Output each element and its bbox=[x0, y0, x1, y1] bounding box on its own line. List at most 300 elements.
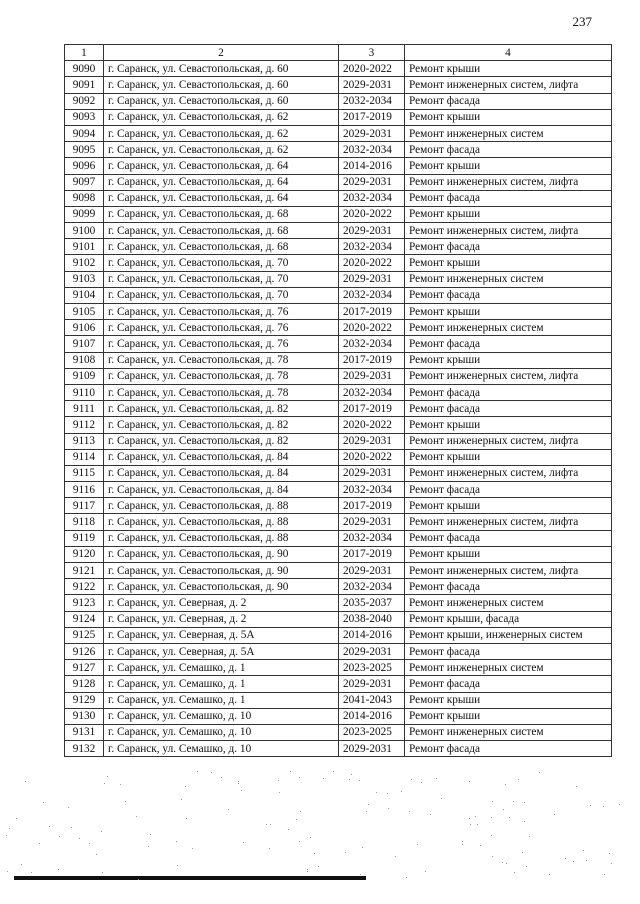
cell-work-type: Ремонт инженерных систем, лифта bbox=[405, 77, 612, 93]
table-row bbox=[65, 271, 612, 287]
cell-address: г. Саранск, ул. Севастопольская, д. 70 bbox=[104, 271, 339, 287]
table-row bbox=[65, 304, 612, 320]
scan-speckle bbox=[518, 779, 519, 780]
cell-row-number: 9101 bbox=[65, 239, 104, 255]
cell-work-type: Ремонт инженерных систем bbox=[405, 320, 612, 336]
scan-speckle bbox=[288, 829, 289, 830]
scan-speckle bbox=[25, 781, 26, 782]
scan-speckle bbox=[49, 826, 50, 827]
table-row bbox=[65, 724, 612, 740]
scan-speckle bbox=[469, 818, 470, 819]
scan-speckle bbox=[619, 804, 620, 805]
scan-speckle bbox=[421, 782, 422, 783]
cell-work-type: Ремонт крыши bbox=[405, 692, 612, 708]
cell-period: 2020-2022 bbox=[339, 61, 405, 77]
table-row bbox=[65, 627, 612, 643]
scan-speckle bbox=[243, 842, 244, 843]
scan-speckle bbox=[554, 814, 555, 815]
scan-speckle bbox=[197, 771, 198, 772]
table-row bbox=[65, 579, 612, 595]
table-header-row bbox=[65, 45, 612, 61]
table-row bbox=[65, 352, 612, 368]
scan-speckle bbox=[480, 845, 481, 846]
scan-speckle bbox=[604, 874, 605, 875]
cell-row-number: 9103 bbox=[65, 271, 104, 287]
cell-row-number: 9131 bbox=[65, 724, 104, 740]
cell-address: г. Саранск, ул. Семашко, д. 10 bbox=[104, 708, 339, 724]
table-row bbox=[65, 708, 612, 724]
table-row bbox=[65, 206, 612, 222]
cell-address: г. Саранск, ул. Севастопольская, д. 62 bbox=[104, 125, 339, 141]
cell-row-number: 9105 bbox=[65, 304, 104, 320]
table-row bbox=[65, 109, 612, 125]
table-row bbox=[65, 676, 612, 692]
cell-work-type: Ремонт фасада bbox=[405, 643, 612, 659]
table-row bbox=[65, 223, 612, 239]
cell-work-type: Ремонт фасада bbox=[405, 93, 612, 109]
scan-speckle bbox=[470, 824, 471, 825]
cell-address: г. Саранск, ул. Севастопольская, д. 60 bbox=[104, 61, 339, 77]
cell-row-number: 9107 bbox=[65, 336, 104, 352]
cell-work-type: Ремонт крыши bbox=[405, 255, 612, 271]
cell-row-number: 9097 bbox=[65, 174, 104, 190]
cell-work-type: Ремонт крыши bbox=[405, 109, 612, 125]
cell-period: 2032-2034 bbox=[339, 190, 405, 206]
cell-work-type: Ремонт инженерных систем bbox=[405, 724, 612, 740]
cell-period: 2032-2034 bbox=[339, 93, 405, 109]
table-row bbox=[65, 320, 612, 336]
cell-row-number: 9111 bbox=[65, 401, 104, 417]
scan-speckle bbox=[101, 831, 102, 832]
scan-edge-bar bbox=[14, 876, 366, 880]
scan-speckle bbox=[241, 790, 242, 791]
cell-address: г. Саранск, ул. Севастопольская, д. 78 bbox=[104, 352, 339, 368]
scan-speckle bbox=[549, 874, 550, 875]
scan-speckle bbox=[503, 809, 504, 810]
cell-row-number: 9096 bbox=[65, 158, 104, 174]
cell-row-number: 9108 bbox=[65, 352, 104, 368]
cell-work-type: Ремонт крыши bbox=[405, 61, 612, 77]
cell-work-type: Ремонт крыши bbox=[405, 708, 612, 724]
cell-row-number: 9130 bbox=[65, 708, 104, 724]
scan-speckle bbox=[430, 814, 431, 815]
cell-row-number: 9122 bbox=[65, 579, 104, 595]
cell-address: г. Саранск, ул. Севастопольская, д. 84 bbox=[104, 482, 339, 498]
cell-work-type: Ремонт фасада bbox=[405, 384, 612, 400]
cell-row-number: 9106 bbox=[65, 320, 104, 336]
cell-address: г. Саранск, ул. Семашко, д. 1 bbox=[104, 692, 339, 708]
cell-period: 2041-2043 bbox=[339, 692, 405, 708]
scan-speckle bbox=[492, 856, 493, 857]
table-row bbox=[65, 465, 612, 481]
scan-speckle bbox=[539, 772, 540, 773]
cell-work-type: Ремонт фасада bbox=[405, 482, 612, 498]
scan-speckle bbox=[491, 817, 492, 818]
scan-speckle bbox=[71, 827, 72, 828]
scan-speckle bbox=[307, 871, 308, 872]
scan-speckle bbox=[368, 804, 369, 805]
scan-speckle bbox=[395, 856, 396, 857]
scan-speckle bbox=[68, 807, 69, 808]
scan-speckle bbox=[469, 781, 470, 782]
cell-address: г. Саранск, ул. Севастопольская, д. 90 bbox=[104, 579, 339, 595]
scan-speckle bbox=[565, 858, 566, 859]
scan-speckle bbox=[360, 874, 361, 875]
cell-work-type: Ремонт крыши bbox=[405, 449, 612, 465]
cell-period: 2035-2037 bbox=[339, 595, 405, 611]
cell-address: г. Саранск, ул. Севастопольская, д. 60 bbox=[104, 77, 339, 93]
cell-address: г. Саранск, ул. Севастопольская, д. 64 bbox=[104, 174, 339, 190]
table-row bbox=[65, 643, 612, 659]
scan-speckle bbox=[299, 841, 300, 842]
table-row bbox=[65, 498, 612, 514]
cell-work-type: Ремонт крыши bbox=[405, 352, 612, 368]
scan-speckle bbox=[120, 784, 121, 785]
cell-row-number: 9128 bbox=[65, 676, 104, 692]
cell-row-number: 9095 bbox=[65, 142, 104, 158]
table-row bbox=[65, 384, 612, 400]
scan-speckle bbox=[514, 872, 515, 873]
scan-speckle bbox=[148, 846, 149, 847]
cell-period: 2029-2031 bbox=[339, 465, 405, 481]
scan-speckle bbox=[436, 778, 437, 779]
table-row bbox=[65, 77, 612, 93]
cell-address: г. Саранск, ул. Севастопольская, д. 90 bbox=[104, 563, 339, 579]
scan-speckle bbox=[186, 818, 187, 819]
cell-row-number: 9129 bbox=[65, 692, 104, 708]
scan-speckle bbox=[310, 837, 311, 838]
cell-period: 2029-2031 bbox=[339, 271, 405, 287]
cell-row-number: 9113 bbox=[65, 433, 104, 449]
cell-period: 2029-2031 bbox=[339, 368, 405, 384]
cell-period: 2020-2022 bbox=[339, 417, 405, 433]
cell-period: 2017-2019 bbox=[339, 401, 405, 417]
cell-address: г. Саранск, ул. Семашко, д. 1 bbox=[104, 660, 339, 676]
scan-speckle bbox=[104, 783, 105, 784]
scan-speckle bbox=[299, 777, 300, 778]
cell-row-number: 9118 bbox=[65, 514, 104, 530]
scan-speckle bbox=[21, 864, 22, 865]
scan-speckle bbox=[58, 869, 59, 870]
cell-row-number: 9109 bbox=[65, 368, 104, 384]
scan-speckle bbox=[462, 844, 463, 845]
table-row bbox=[65, 611, 612, 627]
scan-speckle bbox=[506, 863, 507, 864]
scan-speckle bbox=[176, 841, 177, 842]
scan-speckle bbox=[238, 783, 239, 784]
cell-work-type: Ремонт крыши bbox=[405, 417, 612, 433]
table-row bbox=[65, 368, 612, 384]
cell-work-type: Ремонт крыши, инженерных систем bbox=[405, 627, 612, 643]
table-row bbox=[65, 741, 612, 757]
cell-period: 2017-2019 bbox=[339, 546, 405, 562]
table-body bbox=[65, 61, 612, 757]
scan-speckle bbox=[362, 847, 363, 848]
scan-speckle bbox=[522, 852, 523, 853]
cell-row-number: 9126 bbox=[65, 643, 104, 659]
cell-address: г. Саранск, ул. Севастопольская, д. 68 bbox=[104, 239, 339, 255]
scan-speckle bbox=[228, 809, 229, 810]
table-row bbox=[65, 514, 612, 530]
scan-speckle bbox=[290, 771, 291, 772]
cell-row-number: 9091 bbox=[65, 77, 104, 93]
cell-address: г. Саранск, ул. Семашко, д. 10 bbox=[104, 724, 339, 740]
scan-speckle bbox=[586, 860, 587, 861]
scan-speckle bbox=[107, 776, 108, 777]
cell-period: 2014-2016 bbox=[339, 708, 405, 724]
cell-period: 2020-2022 bbox=[339, 320, 405, 336]
table-row bbox=[65, 417, 612, 433]
cell-row-number: 9119 bbox=[65, 530, 104, 546]
scan-speckle bbox=[411, 779, 412, 780]
scan-speckle bbox=[269, 848, 270, 849]
scan-speckle bbox=[366, 811, 367, 812]
scan-speckle bbox=[526, 866, 527, 867]
scan-speckle bbox=[603, 806, 604, 807]
cell-work-type: Ремонт инженерных систем bbox=[405, 271, 612, 287]
scan-speckle bbox=[177, 865, 178, 866]
cell-row-number: 9127 bbox=[65, 660, 104, 676]
cell-period: 2032-2034 bbox=[339, 579, 405, 595]
cell-address: г. Саранск, ул. Севастопольская, д. 62 bbox=[104, 109, 339, 125]
table-row bbox=[65, 255, 612, 271]
column-header-period: 3 bbox=[339, 45, 405, 61]
scan-speckle bbox=[59, 836, 60, 837]
cell-row-number: 9124 bbox=[65, 611, 104, 627]
cell-address: г. Саранск, ул. Семашко, д. 10 bbox=[104, 741, 339, 757]
cell-address: г. Саранск, ул. Севастопольская, д. 70 bbox=[104, 287, 339, 303]
cell-period: 2029-2031 bbox=[339, 174, 405, 190]
scan-speckle bbox=[333, 771, 334, 772]
cell-address: г. Саранск, ул. Севастопольская, д. 84 bbox=[104, 449, 339, 465]
cell-row-number: 9121 bbox=[65, 563, 104, 579]
scan-speckle bbox=[136, 816, 137, 817]
scan-speckle bbox=[477, 824, 478, 825]
cell-work-type: Ремонт инженерных систем, лифта bbox=[405, 223, 612, 239]
cell-work-type: Ремонт фасада bbox=[405, 530, 612, 546]
table-row bbox=[65, 433, 612, 449]
scan-speckle bbox=[462, 841, 463, 842]
cell-row-number: 9110 bbox=[65, 384, 104, 400]
cell-address: г. Саранск, ул. Северная, д. 2 bbox=[104, 595, 339, 611]
table-row bbox=[65, 546, 612, 562]
cell-period: 2032-2034 bbox=[339, 530, 405, 546]
cell-work-type: Ремонт фасада bbox=[405, 190, 612, 206]
cell-work-type: Ремонт крыши bbox=[405, 498, 612, 514]
scan-speckle bbox=[401, 791, 402, 792]
scan-speckle bbox=[6, 835, 7, 836]
cell-period: 2029-2031 bbox=[339, 433, 405, 449]
scan-speckle bbox=[279, 792, 280, 793]
cell-work-type: Ремонт инженерных систем bbox=[405, 125, 612, 141]
cell-work-type: Ремонт фасада bbox=[405, 336, 612, 352]
scan-speckle bbox=[492, 801, 493, 802]
scan-speckle bbox=[590, 805, 591, 806]
scan-speckle bbox=[307, 869, 308, 870]
scan-speckle bbox=[185, 786, 186, 787]
scan-speckle bbox=[524, 821, 525, 822]
cell-address: г. Саранск, ул. Севастопольская, д. 90 bbox=[104, 546, 339, 562]
cell-work-type: Ремонт фасада bbox=[405, 579, 612, 595]
scan-speckle bbox=[238, 781, 239, 782]
scan-speckle bbox=[475, 816, 476, 817]
scan-speckle bbox=[96, 854, 97, 855]
scan-speckle bbox=[39, 843, 40, 844]
cell-work-type: Ремонт фасада bbox=[405, 287, 612, 303]
table-row bbox=[65, 660, 612, 676]
cell-address: г. Саранск, ул. Севастопольская, д. 64 bbox=[104, 158, 339, 174]
cell-address: г. Саранск, ул. Северная, д. 5А bbox=[104, 627, 339, 643]
cell-work-type: Ремонт крыши, фасада bbox=[405, 611, 612, 627]
cell-period: 2032-2034 bbox=[339, 336, 405, 352]
cell-address: г. Саранск, ул. Севастопольская, д. 88 bbox=[104, 514, 339, 530]
cell-period: 2032-2034 bbox=[339, 142, 405, 158]
scan-speckle bbox=[323, 778, 324, 779]
scan-speckle bbox=[529, 836, 530, 837]
cell-address: г. Саранск, ул. Севастопольская, д. 70 bbox=[104, 255, 339, 271]
scan-speckle bbox=[181, 799, 182, 800]
cell-address: г. Саранск, ул. Севастопольская, д. 76 bbox=[104, 304, 339, 320]
cell-period: 2029-2031 bbox=[339, 643, 405, 659]
table-row bbox=[65, 449, 612, 465]
cell-period: 2014-2016 bbox=[339, 158, 405, 174]
scan-speckle bbox=[417, 844, 418, 845]
cell-work-type: Ремонт крыши bbox=[405, 304, 612, 320]
scan-speckle bbox=[359, 780, 360, 781]
cell-row-number: 9090 bbox=[65, 61, 104, 77]
scan-speckle bbox=[425, 871, 426, 872]
cell-work-type: Ремонт инженерных систем bbox=[405, 595, 612, 611]
table-row bbox=[65, 287, 612, 303]
cell-work-type: Ремонт инженерных систем, лифта bbox=[405, 563, 612, 579]
column-header-work-type: 4 bbox=[405, 45, 612, 61]
scan-speckle bbox=[505, 784, 506, 785]
table-row bbox=[65, 158, 612, 174]
cell-period: 2029-2031 bbox=[339, 563, 405, 579]
cell-row-number: 9112 bbox=[65, 417, 104, 433]
repair-schedule-table bbox=[64, 44, 612, 757]
scan-speckle bbox=[406, 877, 407, 878]
scan-speckle bbox=[270, 824, 271, 825]
cell-period: 2029-2031 bbox=[339, 223, 405, 239]
cell-row-number: 9100 bbox=[65, 223, 104, 239]
cell-row-number: 9132 bbox=[65, 741, 104, 757]
cell-period: 2029-2031 bbox=[339, 514, 405, 530]
table-row bbox=[65, 93, 612, 109]
scan-speckle bbox=[388, 808, 389, 809]
cell-period: 2023-2025 bbox=[339, 660, 405, 676]
cell-period: 2032-2034 bbox=[339, 482, 405, 498]
scan-speckle bbox=[502, 862, 503, 863]
table-row bbox=[65, 142, 612, 158]
cell-row-number: 9115 bbox=[65, 465, 104, 481]
cell-row-number: 9120 bbox=[65, 546, 104, 562]
cell-row-number: 9102 bbox=[65, 255, 104, 271]
cell-address: г. Саранск, ул. Севастопольская, д. 68 bbox=[104, 223, 339, 239]
cell-row-number: 9117 bbox=[65, 498, 104, 514]
cell-address: г. Саранск, ул. Севастопольская, д. 82 bbox=[104, 401, 339, 417]
cell-period: 2038-2040 bbox=[339, 611, 405, 627]
scan-speckle bbox=[409, 811, 410, 812]
scan-speckle bbox=[576, 786, 577, 787]
cell-work-type: Ремонт инженерных систем, лифта bbox=[405, 514, 612, 530]
table-row bbox=[65, 190, 612, 206]
cell-period: 2017-2019 bbox=[339, 304, 405, 320]
cell-period: 2029-2031 bbox=[339, 676, 405, 692]
scan-speckle bbox=[524, 802, 525, 803]
scan-speckle bbox=[491, 835, 492, 836]
cell-period: 2032-2034 bbox=[339, 384, 405, 400]
table-row bbox=[65, 174, 612, 190]
table-row bbox=[65, 563, 612, 579]
scan-speckle bbox=[278, 780, 279, 781]
scan-speckle bbox=[192, 848, 193, 849]
cell-address: г. Саранск, ул. Севастопольская, д. 60 bbox=[104, 93, 339, 109]
cell-row-number: 9125 bbox=[65, 627, 104, 643]
scan-speckle bbox=[349, 779, 350, 780]
table-row bbox=[65, 692, 612, 708]
scan-speckle bbox=[125, 801, 126, 802]
cell-work-type: Ремонт инженерных систем, лифта bbox=[405, 465, 612, 481]
scan-speckle bbox=[513, 801, 514, 802]
table-row bbox=[65, 239, 612, 255]
cell-address: г. Саранск, ул. Севастопольская, д. 82 bbox=[104, 433, 339, 449]
cell-row-number: 9123 bbox=[65, 595, 104, 611]
cell-address: г. Саранск, ул. Севастопольская, д. 76 bbox=[104, 336, 339, 352]
cell-address: г. Саранск, ул. Севастопольская, д. 84 bbox=[104, 465, 339, 481]
cell-period: 2029-2031 bbox=[339, 77, 405, 93]
cell-work-type: Ремонт крыши bbox=[405, 158, 612, 174]
scan-speckle bbox=[102, 872, 103, 873]
scan-speckle bbox=[573, 861, 574, 862]
cell-row-number: 9116 bbox=[65, 482, 104, 498]
scan-speckle bbox=[583, 850, 584, 851]
table-row bbox=[65, 595, 612, 611]
scan-speckle bbox=[9, 828, 10, 829]
scan-speckle bbox=[376, 792, 377, 793]
scan-speckle bbox=[221, 777, 222, 778]
scan-speckle bbox=[16, 818, 17, 819]
page-number: 237 bbox=[572, 14, 592, 29]
cell-period: 2029-2031 bbox=[339, 125, 405, 141]
scan-speckle bbox=[611, 863, 612, 864]
scan-speckle bbox=[79, 838, 80, 839]
cell-address: г. Саранск, ул. Семашко, д. 1 bbox=[104, 676, 339, 692]
cell-address: г. Саранск, ул. Севастопольская, д. 62 bbox=[104, 142, 339, 158]
scan-speckle bbox=[7, 871, 8, 872]
cell-row-number: 9092 bbox=[65, 93, 104, 109]
cell-row-number: 9099 bbox=[65, 206, 104, 222]
table-row bbox=[65, 530, 612, 546]
scan-speckle bbox=[211, 772, 212, 773]
scan-speckle bbox=[296, 819, 297, 820]
cell-address: г. Саранск, ул. Севастопольская, д. 76 bbox=[104, 320, 339, 336]
cell-work-type: Ремонт фасада bbox=[405, 239, 612, 255]
scan-speckle bbox=[31, 872, 32, 873]
cell-work-type: Ремонт крыши bbox=[405, 546, 612, 562]
scan-speckle bbox=[43, 802, 44, 803]
scan-speckle bbox=[441, 798, 442, 799]
cell-address: г. Саранск, ул. Севастопольская, д. 88 bbox=[104, 498, 339, 514]
scan-speckle bbox=[138, 879, 139, 880]
scan-speckle bbox=[509, 817, 510, 818]
scan-speckle bbox=[387, 793, 388, 794]
scan-speckle bbox=[266, 824, 267, 825]
cell-period: 2014-2016 bbox=[339, 627, 405, 643]
scan-speckle bbox=[300, 811, 301, 812]
scan-speckle bbox=[318, 866, 319, 867]
column-header-number: 1 bbox=[65, 45, 104, 61]
